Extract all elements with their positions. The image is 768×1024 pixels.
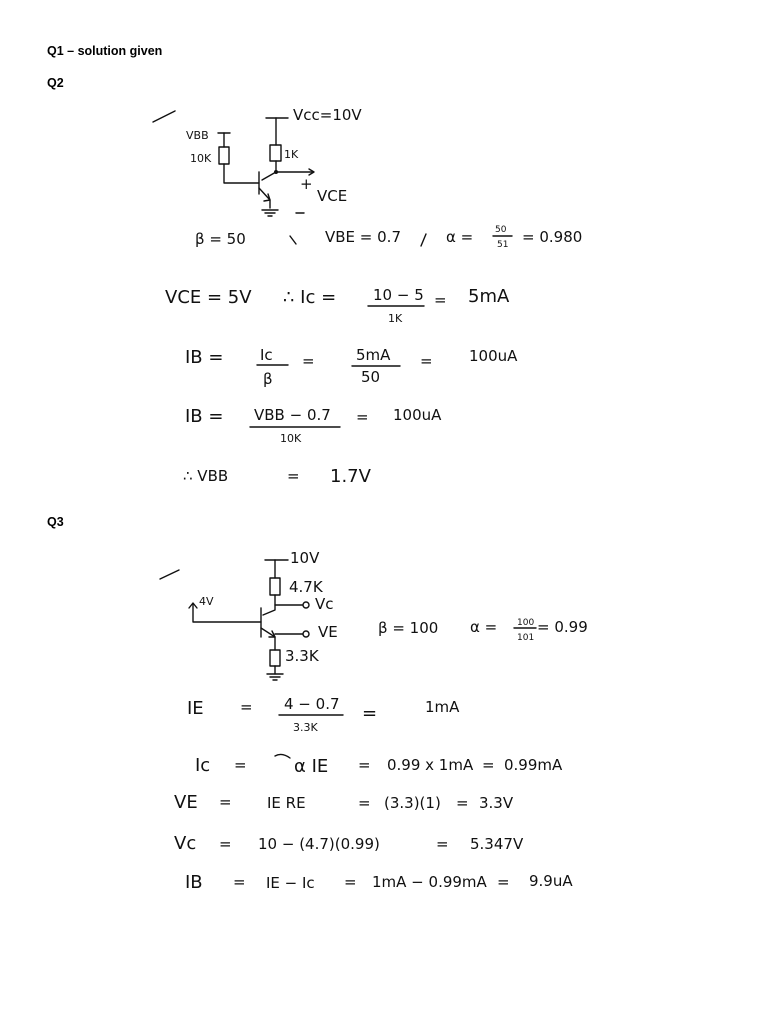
q2-ic-equals: = <box>434 291 447 309</box>
q2-ib-numerator-1: Ic <box>260 346 273 364</box>
q2-alpha-numerator: 50 <box>495 225 507 235</box>
q3-vc-label: Vc <box>315 595 334 613</box>
q2-ib-numerator-2: 5mA <box>356 346 391 364</box>
q3-ve-equals-3: = <box>456 794 469 812</box>
q3-ic-equals-2: = <box>358 756 371 774</box>
q2-ib-equals-1: = <box>302 352 315 370</box>
q2-vcc-label: Vcc=10V <box>293 106 362 124</box>
q2-ib2-lhs: IB = <box>185 406 224 427</box>
q3-ib-equals-2: = <box>344 873 357 891</box>
q3-alpha-numerator: 100 <box>517 618 535 628</box>
q3-ve-lhs: VE <box>174 792 198 813</box>
q3-ib-rhs: IE − Ic <box>266 874 315 892</box>
q3-tick-mark <box>160 570 179 579</box>
q2-tick-mark <box>153 111 175 122</box>
q3-ground-symbol <box>267 674 283 680</box>
q2-base-wire <box>224 164 259 183</box>
q2-emitter-lead <box>259 188 270 208</box>
q3-collector-resistor-label: 4.7K <box>289 578 323 596</box>
q2-ground-symbol <box>262 210 278 216</box>
q2-ib-lhs: IB = <box>185 347 224 368</box>
q3-ve-label: VE <box>318 623 338 641</box>
q3-ie-lhs: IE <box>187 698 204 719</box>
q3-ic-scribble <box>275 754 290 758</box>
q3-ie-equals-2: = <box>362 703 378 724</box>
q2-collector-resistor <box>270 145 281 161</box>
q2-ib2-numerator: VBB − 0.7 <box>254 406 331 424</box>
q3-ie-equals: = <box>240 698 253 716</box>
q3-ve-calculation: (3.3)(1) <box>384 794 441 812</box>
q2-parameters <box>195 225 582 250</box>
q3-ib-equals-3: = <box>497 873 510 891</box>
q3-emitter-resistor-label: 3.3K <box>285 647 319 665</box>
q2-base-resistor <box>219 147 229 164</box>
q2-ib2-denominator: 10K <box>280 432 302 445</box>
q3-circuit-diagram <box>160 549 338 680</box>
q2-circuit-diagram <box>153 106 362 244</box>
q3-vc-lhs: Vc <box>174 833 197 854</box>
q3-ve-terminal <box>303 631 309 637</box>
q3-equations <box>174 695 573 893</box>
q2-ib2-equals: = <box>356 408 369 426</box>
q3-ve-value: 3.3V <box>479 794 514 812</box>
q2-vbe: VBE = 0.7 <box>325 228 401 246</box>
q3-ic-equals-3: = <box>482 756 495 774</box>
q2-vbb-equals: = <box>287 467 300 485</box>
q3-collector-resistor <box>270 578 280 595</box>
q3-ie-value: 1mA <box>425 698 460 716</box>
q3-ic-equals: = <box>234 756 247 774</box>
q3-ve-equals-2: = <box>358 794 371 812</box>
q2-ic-value: 5mA <box>468 286 510 307</box>
q2-equations <box>165 286 518 487</box>
q3-vc-equals: = <box>219 835 232 853</box>
q2-base-resistor-label: 10K <box>190 152 212 165</box>
q2-collector-lead <box>262 161 276 180</box>
q3-ie-numerator: 4 − 0.7 <box>284 695 340 713</box>
q3-ic-rhs: α IE <box>294 756 329 777</box>
q3-ic-calculation: 0.99 x 1mA <box>387 756 474 774</box>
q2-ib-equals-2: = <box>420 352 433 370</box>
q2-ic-numerator: 10 − 5 <box>373 286 424 304</box>
q2-vbb-label: VBB <box>186 129 209 142</box>
q2-ib-value: 100uA <box>469 347 518 365</box>
q3-alpha: α = <box>470 618 498 636</box>
q3-vc-equals-2: = <box>436 835 449 853</box>
q2-collector-resistor-label: 1K <box>284 148 299 161</box>
q2-vce-label: VCE <box>317 187 348 205</box>
q3-ib-equals: = <box>233 873 246 891</box>
q2-beta: β = 50 <box>195 230 246 248</box>
q3-alpha-value: = 0.99 <box>537 618 588 636</box>
q2-ic-denominator: 1K <box>388 312 403 325</box>
q3-supply-label: 10V <box>290 549 320 567</box>
q2-alpha: α = <box>446 228 474 246</box>
q1-heading: Q1 – solution given <box>47 44 163 58</box>
q3-input-voltage-label: 4V <box>199 595 214 608</box>
q3-vc-calculation: 10 − (4.7)(0.99) <box>258 835 380 853</box>
q3-beta: β = 100 <box>378 619 439 637</box>
q2-ic-lhs: ∴ Ic = <box>283 287 337 308</box>
q3-ib-calculation: 1mA − 0.99mA <box>372 873 487 891</box>
q2-node-dot <box>274 170 278 174</box>
q2-ib2-value: 100uA <box>393 406 442 424</box>
q3-alpha-denominator: 101 <box>517 633 535 643</box>
q2-alpha-denominator: 51 <box>497 240 509 250</box>
q2-vbb-lhs: ∴ VBB <box>183 467 229 485</box>
q3-ie-denominator: 3.3K <box>293 721 318 734</box>
q3-ic-value: 0.99mA <box>504 756 563 774</box>
q2-heading: Q2 <box>47 76 64 90</box>
q3-vc-terminal <box>303 602 309 608</box>
q3-ve-rhs: IE RE <box>267 794 306 812</box>
q3-emitter-resistor <box>270 650 280 666</box>
q3-ve-equals: = <box>219 793 232 811</box>
q3-ib-value: 9.9uA <box>529 872 573 890</box>
q3-collector-lead <box>263 595 275 615</box>
q3-ib-lhs: IB <box>185 872 203 893</box>
q3-parameters <box>378 618 588 643</box>
q3-heading: Q3 <box>47 515 64 529</box>
q2-vbb-value: 1.7V <box>330 466 371 487</box>
q2-comma-mark <box>290 236 296 244</box>
q2-ib-denominator-2: 50 <box>361 368 381 386</box>
q2-separator-slash <box>421 234 426 246</box>
q2-alpha-value: = 0.980 <box>522 228 583 246</box>
q2-ib-denominator-1: β <box>263 370 273 388</box>
q3-ic-lhs: Ic <box>195 755 211 776</box>
q2-vce-equation: VCE = 5V <box>165 287 252 308</box>
q3-vc-value: 5.347V <box>470 835 524 853</box>
q2-plus-label: + <box>300 175 313 193</box>
